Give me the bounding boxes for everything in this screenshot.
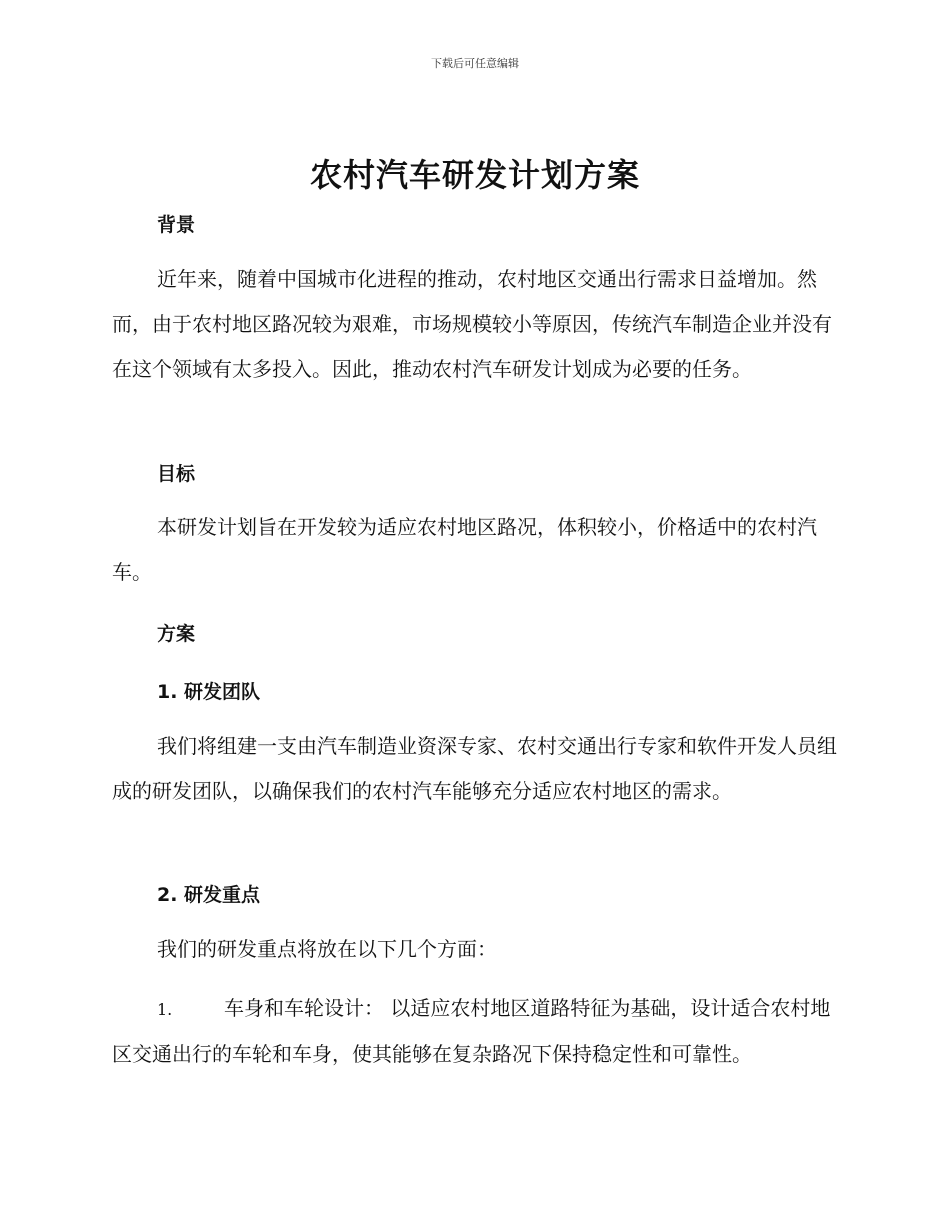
heading-background: 背景: [157, 214, 196, 236]
heading-goal: 目标: [157, 463, 196, 485]
paragraph-background: 近年来，随着中国城市化进程的推动，农村地区交通出行需求日益增加。然而，由于农村地区路况较为艰难，市场规模较小等原因，传统汽车制造企业并没有在这个领域有太多投入。因此，推动农村汽车研发计划成为必要的任务。: [112, 267, 832, 381]
header-note: 下载后可任意编辑: [431, 57, 519, 70]
list-item-number: 1.: [157, 1000, 173, 1019]
heading-team: 1. 研发团队: [157, 681, 261, 703]
heading-focus: 2. 研发重点: [157, 884, 261, 906]
paragraph-goal: 本研发计划旨在开发较为适应农村地区路况，体积较小，价格适中的农村汽车。: [112, 515, 817, 584]
list-item: [112, 986, 838, 1077]
paragraph-team: 我们将组建一支由汽车制造业资深专家、农村交通出行专家和软件开发人员组成的研发团队，以确保我们的农村汽车能够充分适应农村地区的需求。: [112, 734, 837, 803]
document-title: 农村汽车研发计划方案: [309, 156, 640, 194]
list-item-text: 车身和车轮设计： 以适应农村地区道路特征为基础，设计适合农村地区交通出行的车轮和车身，使其能够在复杂路况下保持稳定性和可靠性。: [112, 996, 831, 1066]
heading-plan: 方案: [157, 623, 196, 645]
paragraph-focus-intro: 我们的研发重点将放在以下几个方面：: [157, 937, 497, 961]
